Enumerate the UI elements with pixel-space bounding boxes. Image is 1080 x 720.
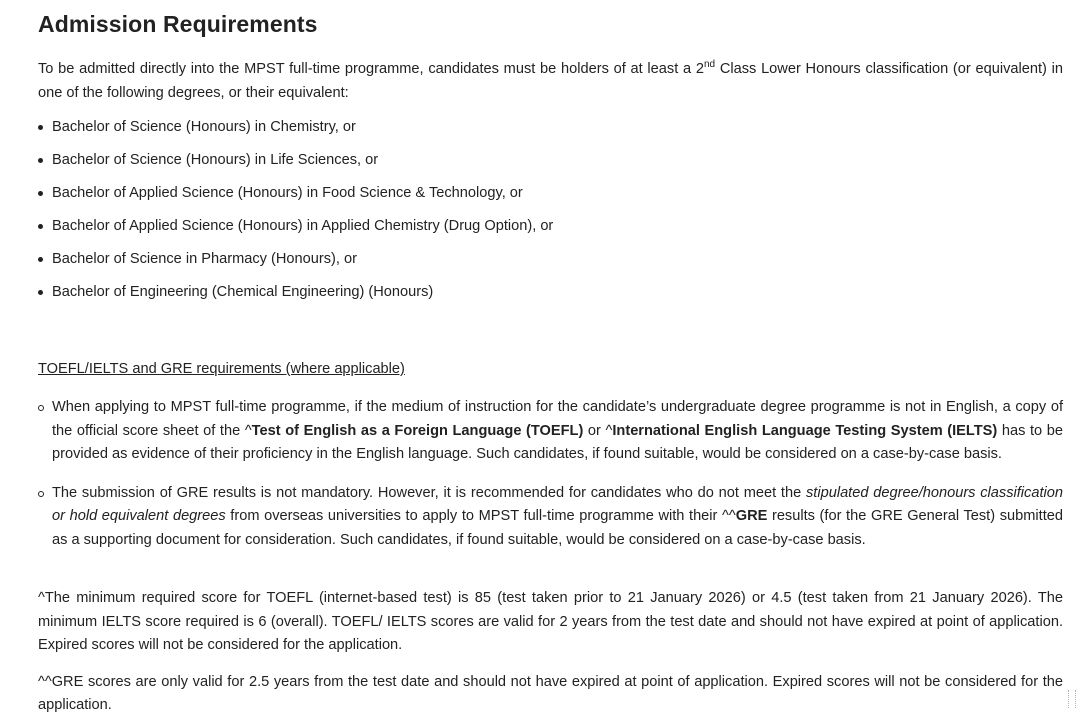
test-requirements-heading: TOEFL/IELTS and GRE requirements (where applicable) — [38, 361, 405, 377]
page-content — [38, 0, 1063, 718]
requirement-text: results (for the GRE General Test) submitted as a supporting document for consideration. Such candidates, if found suitable, would be considered on a case-by-case basis. — [52, 508, 1063, 548]
requirement-text: When applying to MPST full-time programme, if the medium of instruction for the candidate’s undergraduate degree programme is not in English, a copy of the official score sheet of the ^ — [52, 399, 1063, 439]
toefl-ielts-requirement — [38, 396, 1063, 467]
degree-item: Bachelor of Engineering (Chemical Engineering) (Honours) — [38, 280, 1063, 313]
degree-item: Bachelor of Applied Science (Honours) in Applied Chemistry (Drug Option), or — [38, 214, 1063, 247]
stipulated-degree-phrase: stipulated degree/honours classification or hold equivalent degrees — [52, 484, 1063, 524]
intro-paragraph — [38, 58, 1063, 105]
requirement-text: or ^ — [583, 422, 613, 439]
gre-term: GRE — [735, 508, 768, 524]
requirement-text: from overseas universities to apply to MPST full-time programme with their ^^ — [225, 508, 736, 524]
degree-list — [38, 115, 1063, 313]
intro-superscript: nd — [703, 59, 716, 71]
degree-item: Bachelor of Applied Science (Honours) in Food Science & Technology, or — [38, 181, 1063, 214]
test-requirements-list — [38, 396, 1063, 552]
degree-item: Bachelor of Science (Honours) in Life Sciences, or — [38, 148, 1063, 181]
degree-item: Bachelor of Science in Pharmacy (Honours), or — [38, 247, 1063, 280]
gre-validity-note: ^^GRE scores are only valid for 2.5 years from the test date and should not have expired at point of application. Expired scores will not be considered for the application. — [38, 673, 1063, 713]
requirement-text: has to be provided as evidence of their proficiency in the English language. Such candidates, if found suitable, would be considered on a case-by-case basis. — [52, 422, 1063, 462]
toefl-ielts-score-note: ^The minimum required score for TOEFL (internet-based test) is 85 (test taken prior to 21 January 2026) or 4.5 (test taken from 21 January 2026). The minimum IELTS score required is 6 (overall). TOEFL/ IELTS scores are valid for 2 years from the test date and should not have expired at point of application. Expired scores will not be considered for the application. — [38, 590, 1063, 653]
scroll-grip-handle[interactable] — [1068, 690, 1076, 708]
degree-item: Bachelor of Science (Honours) in Chemistry, or — [38, 115, 1063, 148]
page-title: Admission Requirements — [38, 11, 318, 37]
ielts-term: International English Language Testing System (IELTS) — [612, 422, 998, 439]
gre-requirement — [38, 482, 1063, 553]
requirement-text: The submission of GRE results is not mandatory. However, it is recommended for candidates who do not meet the — [52, 484, 806, 501]
intro-text-continued: Class Lower Honours classification (or equivalent) in one of the following degrees, or their equivalent: — [38, 61, 1063, 101]
intro-text: To be admitted directly into the MPST full-time programme, candidates must be holders of at least a 2 — [38, 61, 704, 77]
toefl-term: Test of English as a Foreign Language (TOEFL) — [251, 422, 584, 439]
